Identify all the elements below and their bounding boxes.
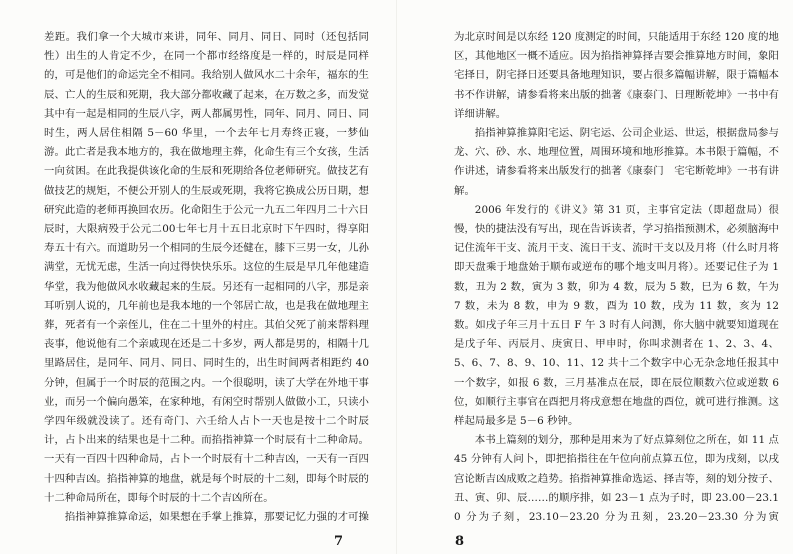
right-page <box>454 28 779 528</box>
page-gutter <box>396 0 397 554</box>
right-paragraph-4: 本书上篇刻的划分，那种是用来为了好点算刻位之所在，如 11 点 45 分钟有人问卜，即把掐指往在午位向前点算五位，即为戌刻，以戌宫论断吉凶成败之趋势。掐指神算推命选运、择吉等，刻的划分按子、丑、寅、卯、辰……的顺序排，如 23－1 点为子时，即 23.00－23.10 分为子刻，23.10－23.20 分为丑刻，23.20－23.30 分为寅 <box>454 434 779 524</box>
left-page <box>44 28 369 528</box>
right-paragraph-3: 2006 年发行的《讲义》第 31 页，主事官定法（即超盘局）很慢，快的捷法没有写出，现在告诉读者，学习掐指预测术，必须脑海中记住流年干支、流月干支、流日干支、流时干支以及月将（什么时月将即天盘乘于地盘始于顺布或逆布的哪个地支叫月将）。还要记住子为 1 数，丑为 2 数，寅为 3 数，卯为 4 数，辰为 5 数，巳为 6 数，午为 7 数，未为 8 数，申为 9 数，酉为 10 数，戌为 11 数，亥为 12 数。如戌子年三月十五日 F 午 3 时有人问测，你大脑中就要知道现在是戊子年、丙辰月、庚寅日、甲申时，你叫求测者在 1、2、3、4、5、6、7、8、9、10、11、12 共十二个数字中心无杂念地任报其中一个数字，如报 6 数，三月基准点在辰，即在辰位顺数六位或逆数 6 位，如顺行主事官在酉把月将戌意想在地盘的酉位，就可进行推测。这样起局最多是 5－6 秒钟。 <box>454 203 779 428</box>
left-paragraph-2: 掐指神算推算命运，如果想在手掌上推算，那要记忆力强的才可操 <box>64 511 369 524</box>
right-paragraph-2: 掐指神算推算阳宅运、阴宅运、公司企业运、世运，根据盘局参与龙、穴、砂、水、地理位置，周围环境和地形推算。本书限于篇幅，不作讲述，请参看将来出版发行的拙著《康泰门 宅宅断乾坤》一书有讲解。 <box>454 127 779 197</box>
right-page-number: 8 <box>455 534 465 549</box>
right-paragraph-1: 为北京时间是以东经 120 度测定的时间，只能适用于东经 120 度的地区，其他地区一概不适应。因为掐指神算择吉要会推算地方时间，象阳宅择日，阴宅择日还要具备地理知识，要占很多篇幅讲解，限于篇幅本书不作讲解，请参看将来出版的拙著《康泰门、日理断乾坤》一书中有详细讲解。 <box>454 31 779 120</box>
left-paragraph-1: 差距。我们拿一个大城市来讲，同年、同月、同日、同时（还包括同性）出生的人肯定不少，在同一个都市经络度是一样的，时辰是同样的，可是他们的命运完全不相同。我给别人做风水二十余年，福东的生辰、亡人的生辰和死期，我大部分都收藏了起来，在万数之多，而发觉其中有一起是相同的生辰八字，两人都属男性，同年、同月、同日、同时生，两人居住相隔 5－60 华里，一个去年七月寿终正寝，一梦仙游。此亡者是我本地方的，我在做地理主葬，化命生有三个女孩，生活一向贫困。在此我提供该化命的生辰和死期给各位老师研究。做技艺有做技艺的规矩，不便公开别人的生辰或死期，我将它换成公历日期，想研究此造的老师再换回农历。化命阳生于公元一九五二年四月二十六日辰时，大限病殁于公元二00七年七月十五日北京时下午四时，得享阳寿五十有六。而道助另一个相同的生辰今还健在，膝下三男一女，儿孙满堂，无忧无虑，生活一向过得快快乐乐。这位的生辰是早几年他建造华堂，我为他做风水收藏起来的生辰。另还有一起相同的八字，那是亲耳听别人说的，几年前也是我本地的一个邻居亡故，也是我在做地理主葬，死者有一个亲侄儿，住在二十里外的村庄。其伯父死了前来帮料理丧事，他说他有二个亲戚现在还是二十多岁，两人都是男的，相隔十几里路居住，是同年、同月、同日、同时生的，出生时间两者相距约 40 分钟，但属于一个时辰的范围之内。一个很聪明，读了大学在外地干事业，而另一个偏向愚笨，在家种地，有闲空时帮别人做做小工，只读小学四年级就没读了。还有奇门、六壬给人占卜一天也是按十二个时辰计，占卜出来的结果也是十二种。而掐指神算一个时辰有十二种命局。一天有一百四十四种命局，占卜一个时辰有十二种吉凶，一天有一百四十四种吉凶。掐指神算的地盘，就是每个时辰的十二刻，即每个时辰的十二种命局所在，即每个时辰的十二个吉凶所在。 <box>44 31 369 504</box>
left-page-number: 7 <box>334 534 344 549</box>
